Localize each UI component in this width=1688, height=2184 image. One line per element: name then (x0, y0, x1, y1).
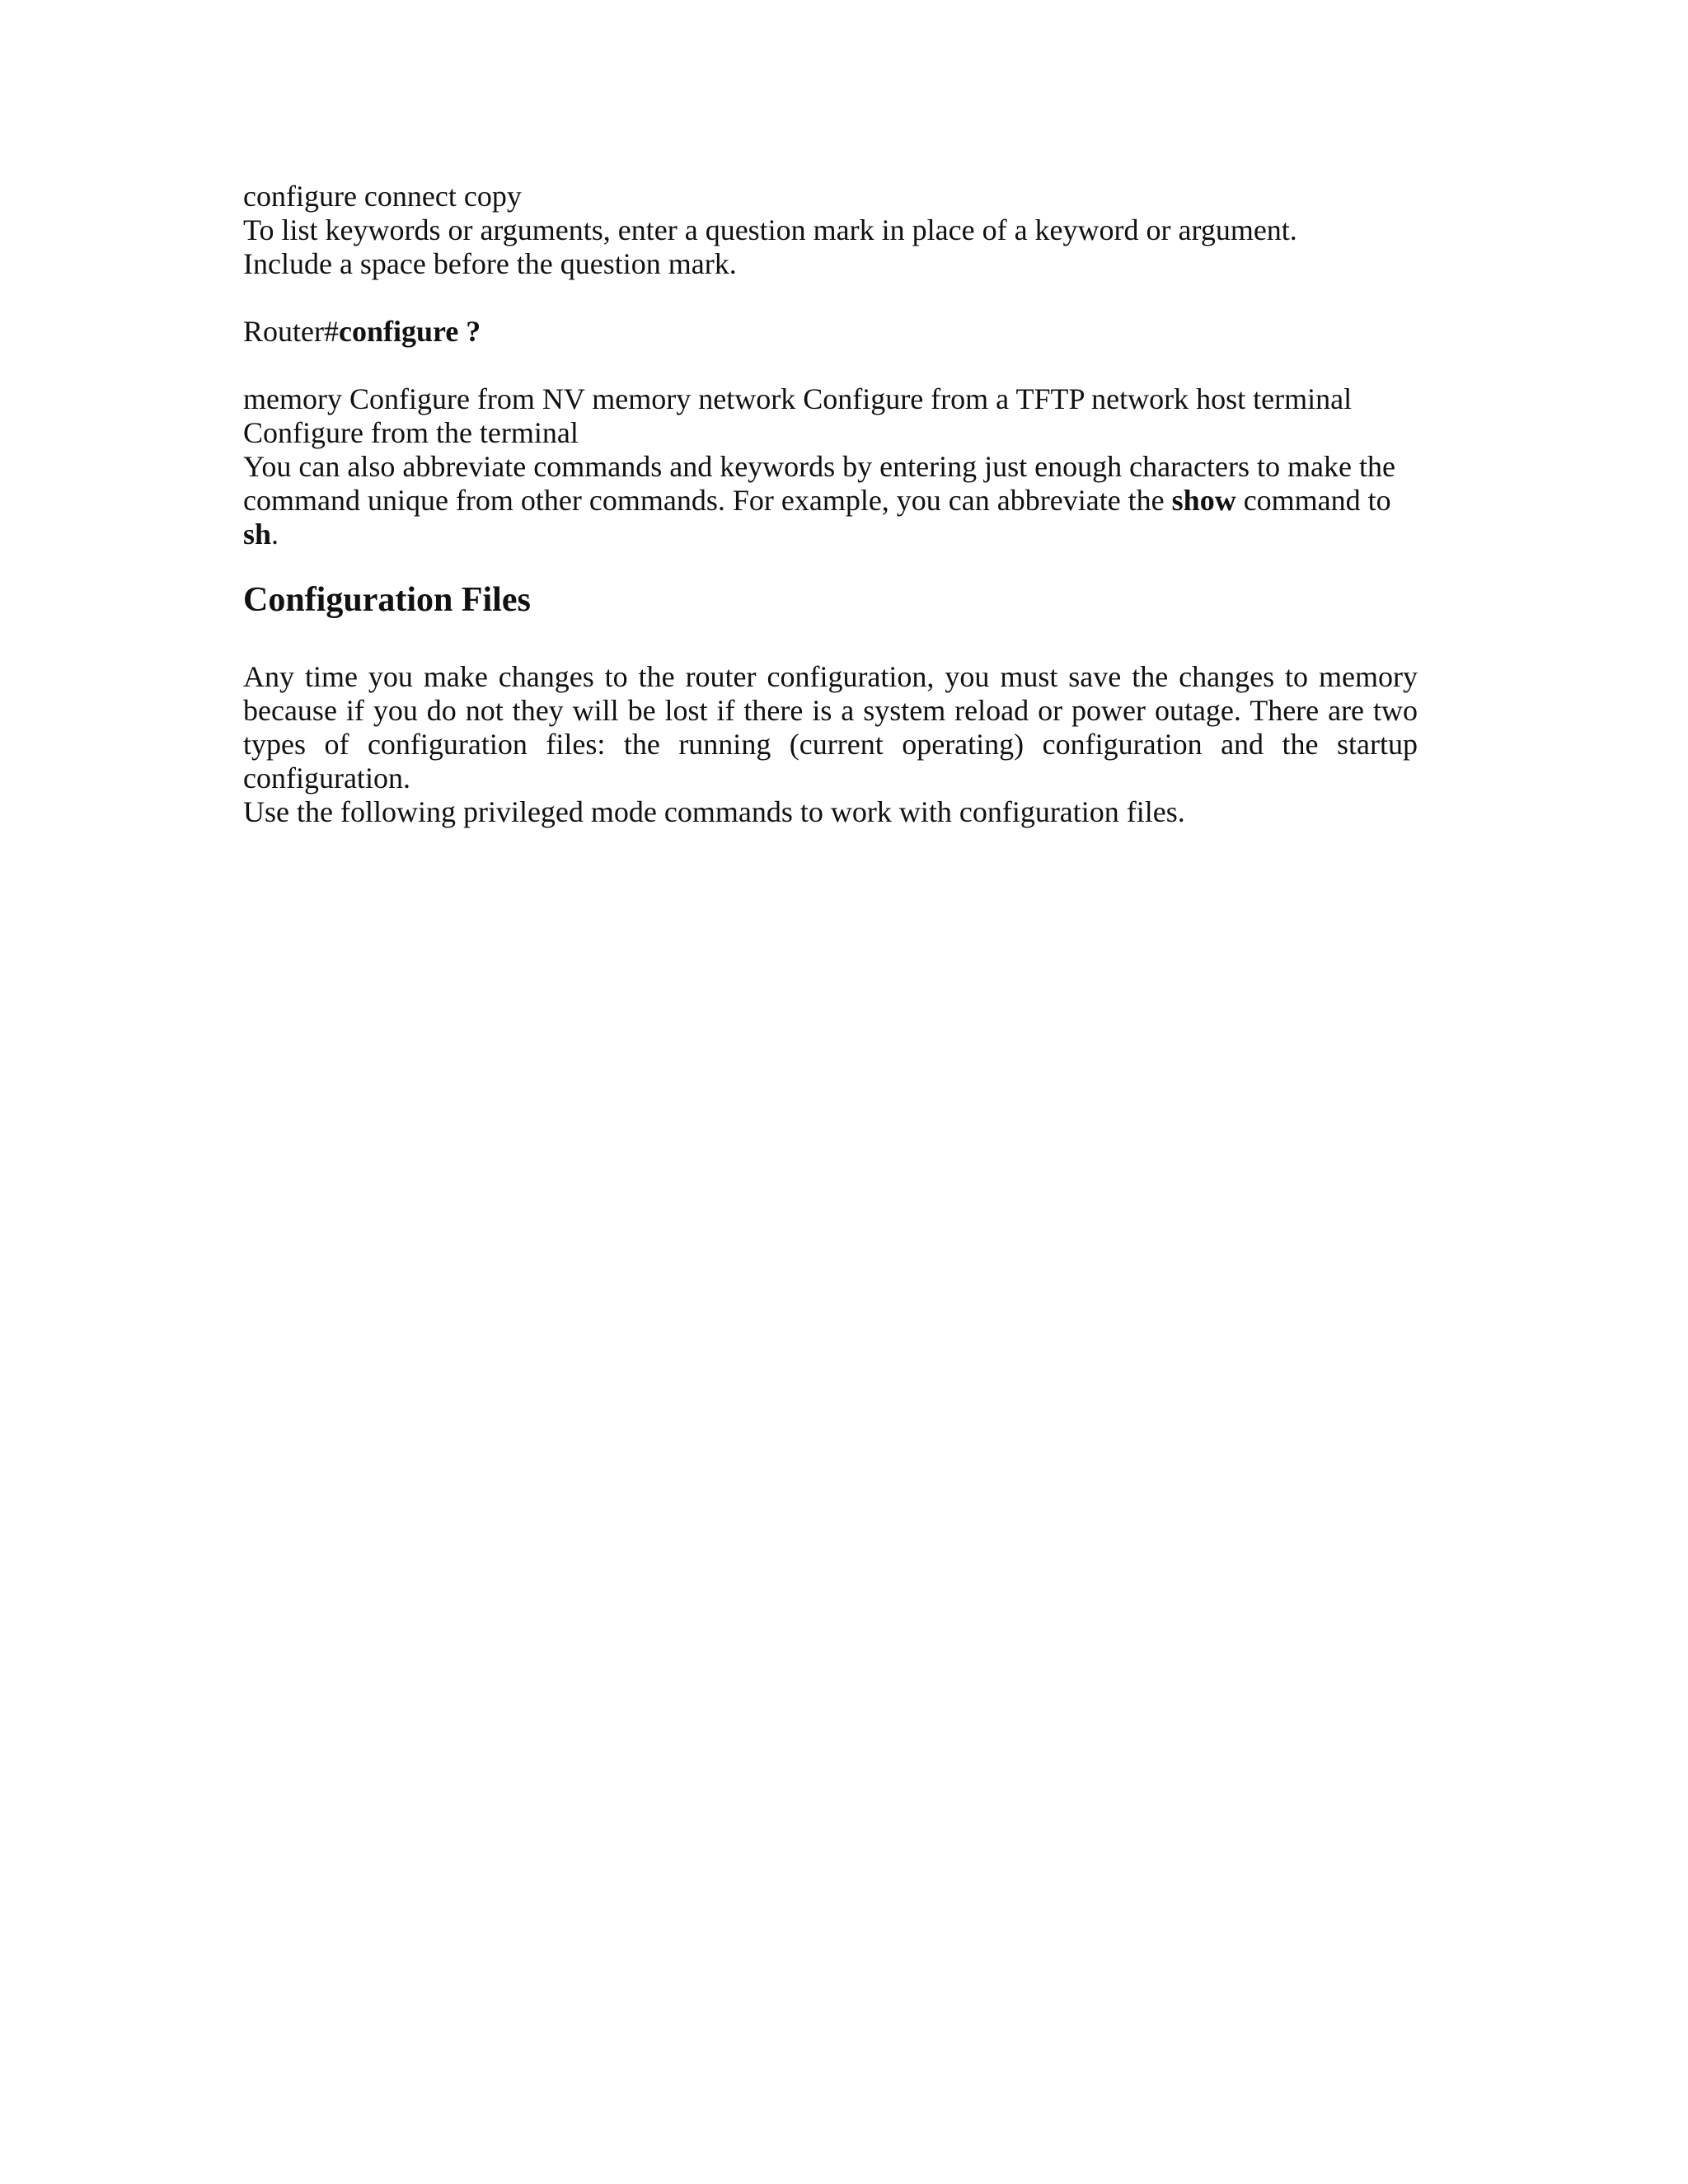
commands-line: configure connect copy (243, 180, 522, 213)
memory-options-text: memory Configure from NV memory network Configure from a TFTP network host terminal Configure from the terminal (243, 382, 1353, 449)
abbrev-text-1: You can also abbreviate commands and keywords by entering just enough characters to make the command unique from other commands. For example, you can abbreviate the (243, 450, 1395, 517)
prompt-command: configure ? (338, 315, 481, 348)
abbrev-show-keyword: show (1171, 484, 1236, 517)
config-files-paragraph: Any time you make changes to the router configuration, you must save the changes to memory because if you do not they will be lost if there is a system reload or power outage. There are two types of configuration files: the running (current operating) configuration and the startup configuration. (243, 660, 1418, 794)
document-page (243, 180, 1418, 829)
list-keywords-line-2: Include a space before the question mark. (243, 247, 737, 280)
list-keywords-line-1: To list keywords or arguments, enter a question mark in place of a keyword or argument. (243, 213, 1297, 246)
abbrev-text-3: . (271, 518, 279, 551)
router-prompt-example (243, 315, 1418, 349)
use-following-text: Use the following privileged mode commands to work with configuration files. (243, 795, 1185, 828)
abbrev-sh-keyword: sh (243, 518, 272, 551)
section-heading: Configuration Files (243, 581, 531, 619)
abbreviate-text (243, 450, 1397, 551)
abbrev-text-2: command to (1236, 484, 1391, 517)
list-keywords-text (243, 213, 1418, 281)
prompt-prefix: Router# (243, 315, 339, 348)
